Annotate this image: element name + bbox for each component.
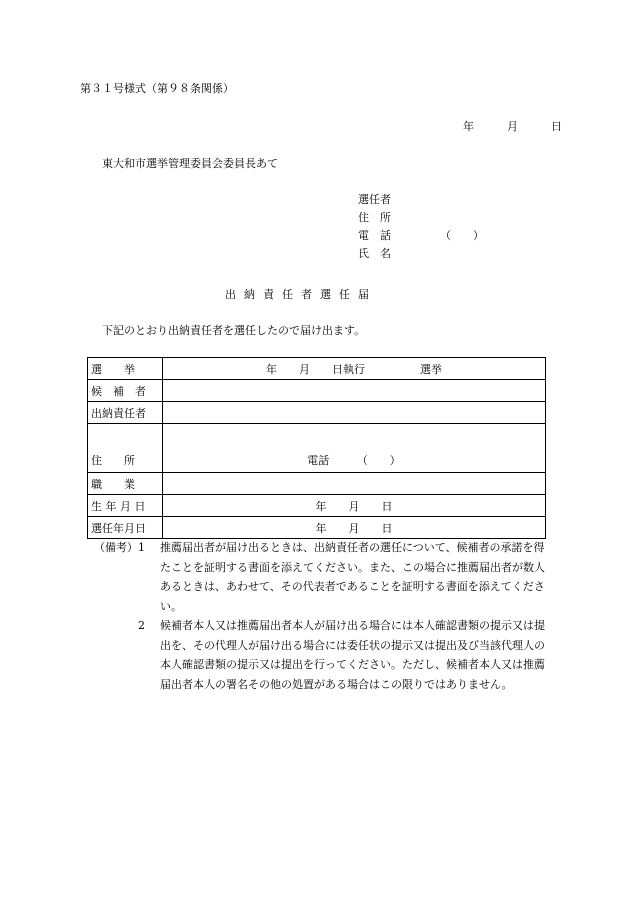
remark-number: 2 xyxy=(138,619,145,632)
date-line xyxy=(463,118,562,134)
birth-value: 年 月 日 xyxy=(163,495,546,517)
address-phone: 電話 （ ） xyxy=(163,424,546,473)
remarks-label: （備考） xyxy=(94,541,138,554)
applicant-name-row xyxy=(358,245,484,263)
date-month: 月 xyxy=(507,120,518,133)
row-treasurer xyxy=(88,402,546,424)
election-value: 年 月 日執行 選挙 xyxy=(163,358,546,380)
applicant-name-label: 氏 名 xyxy=(358,247,391,260)
applicant-phone-label: 電 話 xyxy=(358,229,391,242)
row-occupation xyxy=(88,473,546,495)
occupation-value xyxy=(163,473,546,495)
remark-number: 1 xyxy=(138,541,145,554)
remark-text: 候補者本人又は推薦届出者本人が届け出る場合には本人確認書類の提示又は提出を、その代理人が届け出る場合には委任状の提示又は提出及び当該代理人の本人確認書類の提示又は提出を行ってください。ただし、候補者本人又は推薦届出者本人の署名その他の処置がある場合はこの限りではありません。 xyxy=(160,619,545,691)
form-table xyxy=(87,357,546,539)
lead-text: 下記のとおり出納責任者を選任したので届け出ます。 xyxy=(102,324,366,337)
applicant-block xyxy=(358,191,484,263)
remark-item xyxy=(94,538,554,616)
addressee: 東大和市選挙管理委員会委員長あて xyxy=(102,157,278,170)
candidate-label: 候 補 者 xyxy=(88,380,163,402)
occupation-label: 職 業 xyxy=(88,473,163,495)
row-candidate xyxy=(88,380,546,402)
date-year: 年 xyxy=(463,120,474,133)
applicant-phone-paren: （ ） xyxy=(440,229,484,242)
treasurer-value xyxy=(163,402,546,424)
applicant-phone-row xyxy=(358,227,484,245)
row-appointed xyxy=(88,517,546,539)
election-label: 選 挙 xyxy=(88,358,163,380)
row-birth xyxy=(88,495,546,517)
row-election xyxy=(88,358,546,380)
birth-label: 生 年 月 日 xyxy=(88,495,163,517)
date-day: 日 xyxy=(551,120,562,133)
remarks xyxy=(94,538,554,694)
remark-item xyxy=(138,616,554,694)
document-title: 出納責任者選任届 xyxy=(225,288,377,301)
address-label: 住 所 xyxy=(88,424,163,473)
applicant-role: 選任者 xyxy=(358,193,391,206)
form-number: 第３１号様式（第９８条関係） xyxy=(80,82,234,95)
applicant-address-label: 住 所 xyxy=(358,211,391,224)
treasurer-label: 出納責任者 xyxy=(88,402,163,424)
row-address xyxy=(88,424,546,473)
applicant-address-row xyxy=(358,209,484,227)
remark-text: 推薦届出者が届け出るときは、出納責任者の選任について、候補者の承諾を得たことを証明する書面を添えてください。また、この場合に推薦届出者が数人あるときは、あわせて、その代表者であることを証明する書面を添えてください。 xyxy=(160,541,545,613)
appointed-value: 年 月 日 xyxy=(163,517,546,539)
candidate-value xyxy=(163,380,546,402)
applicant-role-row xyxy=(358,191,484,209)
appointed-label: 選任年月日 xyxy=(88,517,163,539)
